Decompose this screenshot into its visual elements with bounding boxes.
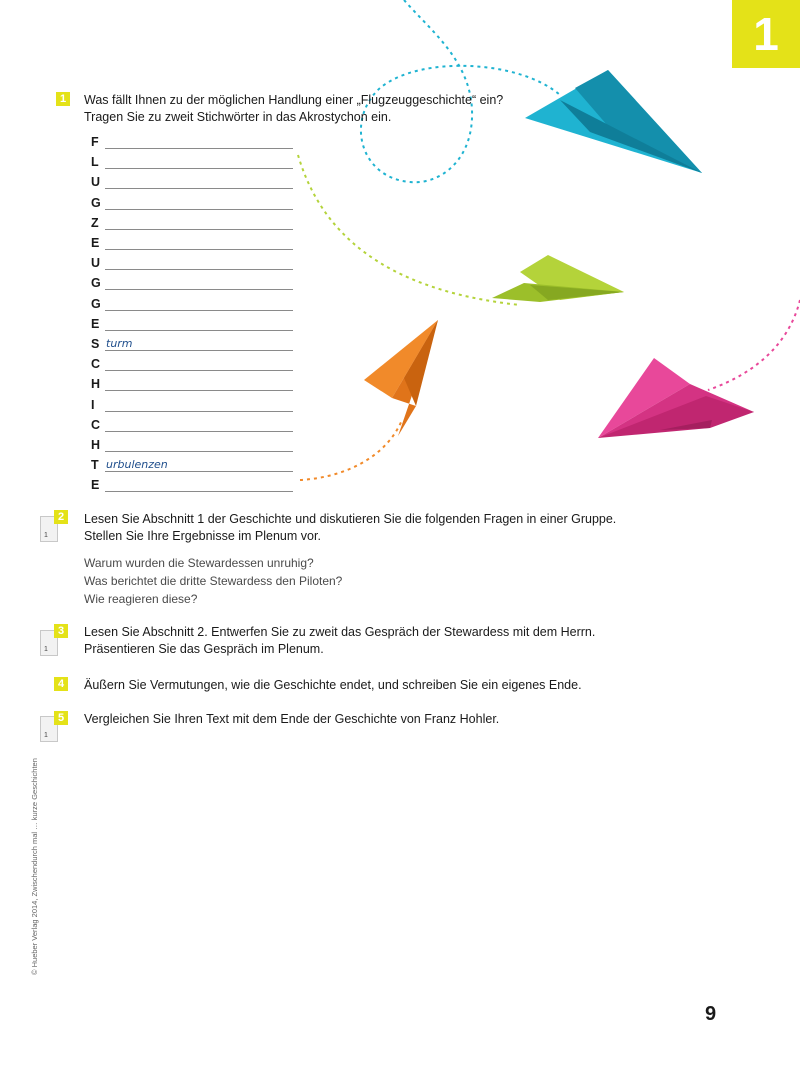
acrostic-letter: H bbox=[91, 438, 101, 452]
acrostic-answer-field[interactable] bbox=[105, 148, 293, 149]
acrostic-letter: F bbox=[91, 135, 99, 149]
task-5-instruction bbox=[84, 711, 499, 728]
copyright-notice: © Hueber Verlag 2014, Zwischendurch mal … kurze Geschichten bbox=[30, 758, 39, 975]
question-2: Was berichtet die dritte Stewardess den Piloten? bbox=[84, 574, 343, 588]
task-1-line-1: Was fällt Ihnen zu der möglichen Handlung einer „Flugzeuggeschichte“ ein? bbox=[84, 93, 504, 107]
acrostic-answer-field[interactable] bbox=[105, 411, 293, 412]
task-4-number: 4 bbox=[54, 677, 68, 691]
acrostic-row bbox=[91, 414, 301, 434]
task-3-line-2: Präsentieren Sie das Gespräch im Plenum. bbox=[84, 642, 324, 656]
acrostic-answer: urbulenzen bbox=[106, 458, 168, 472]
acrostic-row bbox=[91, 333, 301, 353]
question-1: Warum wurden die Stewardessen unruhig? bbox=[84, 556, 314, 570]
acrostic-letter: C bbox=[91, 417, 101, 432]
task-5-line-1: Vergleichen Sie Ihren Text mit dem Ende der Geschichte von Franz Hohler. bbox=[84, 712, 500, 726]
task-5-number: 5 bbox=[54, 711, 68, 725]
task-1-line-2: Tragen Sie zu zweit Stichwörter in das Akrostychon ein. bbox=[84, 110, 392, 124]
audio-track-icon: 1 bbox=[40, 516, 58, 542]
acrostic-row bbox=[91, 192, 301, 212]
acrostic-row bbox=[91, 232, 301, 252]
pink-flight-path bbox=[708, 300, 800, 390]
acrostic-answer-field[interactable] bbox=[105, 269, 293, 270]
acrostic-answer-field[interactable] bbox=[105, 390, 293, 391]
acrostic-letter: I bbox=[91, 397, 95, 412]
acrostic-answer-field[interactable] bbox=[105, 451, 293, 452]
question-list bbox=[84, 554, 342, 608]
acrostic-row bbox=[91, 313, 301, 333]
acrostic-row bbox=[91, 394, 301, 414]
pink-paper-plane-icon bbox=[598, 358, 754, 438]
acrostic-letter: E bbox=[91, 236, 100, 250]
acrostic-row bbox=[91, 252, 301, 272]
acrostic-answer-field[interactable] bbox=[105, 330, 293, 331]
page-number: 9 bbox=[705, 1003, 717, 1025]
acrostic-letter: U bbox=[91, 175, 101, 190]
acrostic-letter: G bbox=[91, 276, 101, 291]
acrostic-row bbox=[91, 293, 301, 313]
acrostic-row bbox=[91, 151, 301, 171]
question-3: Wie reagieren diese? bbox=[84, 592, 198, 606]
acrostic-row bbox=[91, 373, 301, 393]
acrostic-answer-field[interactable] bbox=[105, 188, 293, 189]
acrostic-answer-field[interactable] bbox=[105, 229, 293, 230]
acrostic-answer-field[interactable] bbox=[105, 431, 293, 432]
orange-flight-path bbox=[300, 420, 402, 480]
acrostic-row bbox=[91, 131, 301, 151]
task-1-instruction bbox=[84, 92, 503, 126]
acrostic-answer-field[interactable] bbox=[105, 471, 293, 472]
task-2-line-2: Stellen Sie Ihre Ergebnisse im Plenum vor. bbox=[84, 529, 321, 543]
acrostic-row bbox=[91, 212, 301, 232]
task-2-line-1: Lesen Sie Abschnitt 1 der Geschichte und diskutieren Sie die folgenden Fragen in einer Gruppe. bbox=[84, 512, 617, 526]
acrostic-letter: S bbox=[91, 337, 100, 351]
acrostic-letter: U bbox=[91, 256, 101, 271]
acrostic-letter: L bbox=[91, 155, 99, 170]
acrostic-answer-field[interactable] bbox=[105, 491, 293, 492]
acrostic-letter: Z bbox=[91, 215, 99, 230]
acrostic-answer-field[interactable] bbox=[105, 310, 293, 311]
acrostic-letter: G bbox=[91, 296, 101, 311]
green-flight-path bbox=[298, 155, 520, 305]
task-4-instruction bbox=[84, 677, 582, 694]
blue-paper-plane-icon bbox=[525, 70, 702, 173]
acrostic-row bbox=[91, 171, 301, 191]
acrostic-row bbox=[91, 353, 301, 373]
task-3-line-1: Lesen Sie Abschnitt 2. Entwerfen Sie zu zweit das Gespräch der Stewardess mit dem Herrn. bbox=[84, 625, 596, 639]
acrostic-answer-field[interactable] bbox=[105, 370, 293, 371]
chapter-tab: 1 bbox=[732, 0, 800, 68]
audio-track-icon: 1 bbox=[40, 630, 58, 656]
acrostic-letter: C bbox=[91, 357, 101, 372]
acrostic-row bbox=[91, 454, 301, 474]
acrostic-answer-field[interactable] bbox=[105, 289, 293, 290]
acrostic-answer-field[interactable] bbox=[105, 350, 293, 351]
orange-paper-plane-icon bbox=[364, 320, 438, 436]
task-3-instruction bbox=[84, 624, 595, 658]
task-4-line-1: Äußern Sie Vermutungen, wie die Geschichte endet, und schreiben Sie ein eigenes Ende. bbox=[84, 678, 582, 692]
acrostic-letter: G bbox=[91, 195, 101, 210]
task-3-number: 3 bbox=[54, 624, 68, 638]
acrostic-letter: H bbox=[91, 377, 101, 392]
acrostic-letter: T bbox=[91, 458, 99, 473]
audio-track-icon: 1 bbox=[40, 716, 58, 742]
acrostic-row bbox=[91, 272, 301, 292]
green-paper-plane-icon bbox=[492, 255, 624, 302]
task-2-number: 2 bbox=[54, 510, 68, 524]
acrostic-letter: E bbox=[91, 316, 100, 331]
acrostic-letter: E bbox=[91, 478, 100, 493]
acrostic-answer-field[interactable] bbox=[105, 209, 293, 210]
task-1-number: 1 bbox=[56, 92, 70, 106]
acrostic-answer-field[interactable] bbox=[105, 249, 293, 250]
acrostic-row bbox=[91, 474, 301, 494]
task-2-instruction bbox=[84, 511, 616, 545]
acrostic-answer-field[interactable] bbox=[105, 168, 293, 169]
acrostic-answer: turm bbox=[106, 337, 133, 350]
acrostic-row bbox=[91, 434, 301, 454]
